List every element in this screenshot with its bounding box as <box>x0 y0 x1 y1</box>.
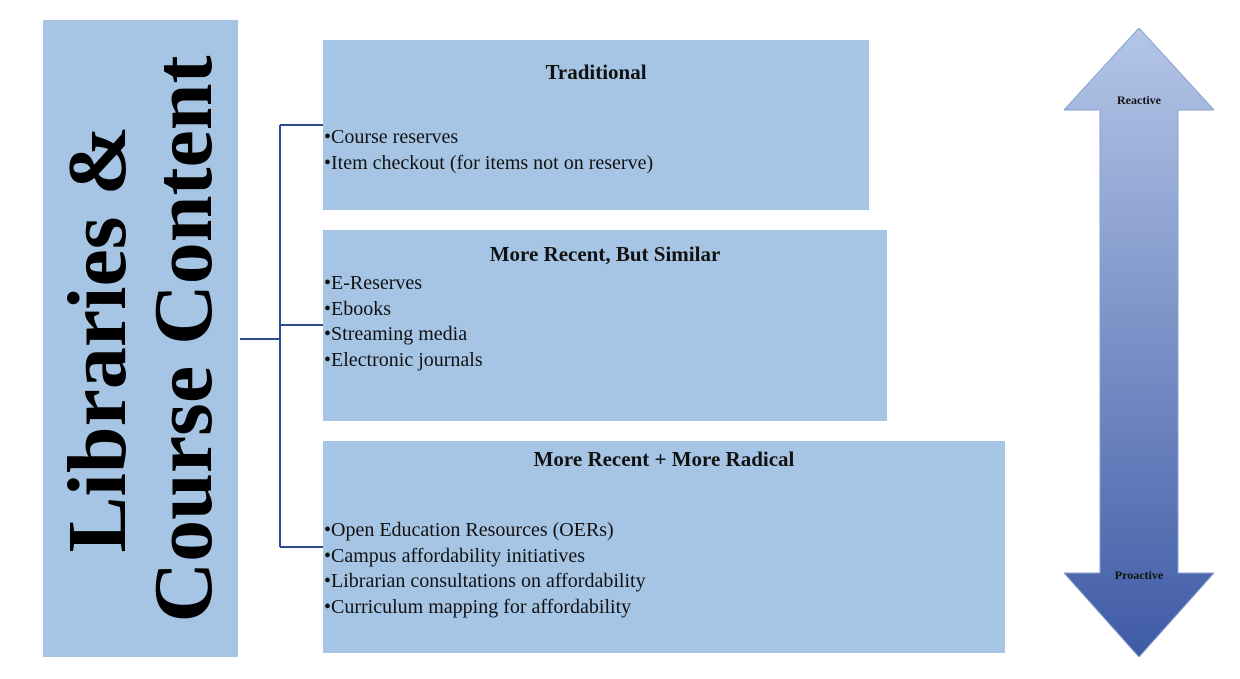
category-box-similar <box>323 230 887 421</box>
side-title <box>50 55 230 622</box>
side-title-line-1: Libraries & <box>50 125 144 552</box>
list-item: • Course reserves <box>324 125 869 151</box>
category-item-list <box>323 125 869 176</box>
side-title-line-2: Course Content <box>136 55 230 622</box>
list-item: • Open Education Resources (OERs) <box>324 518 1005 544</box>
arrow-label-top: Reactive <box>1117 93 1161 107</box>
list-item: • Item checkout (for items not on reserve) <box>324 151 869 177</box>
category-box-radical <box>323 441 1005 653</box>
list-item: • E-Reserves <box>324 271 887 297</box>
side-title-box <box>43 20 238 657</box>
category-item-list <box>323 518 1005 620</box>
list-item: • Curriculum mapping for affordability <box>324 595 1005 621</box>
double-arrow-icon <box>1064 28 1214 657</box>
category-box-traditional <box>323 40 869 210</box>
list-item: • Campus affordability initiatives <box>324 544 1005 570</box>
list-item: • Librarian consultations on affordability <box>324 569 1005 595</box>
category-title: More Recent, But Similar <box>489 242 721 266</box>
list-item: • Electronic journals <box>324 348 887 374</box>
category-title: More Recent + More Radical <box>533 447 795 471</box>
category-title: Traditional <box>545 60 647 84</box>
arrow-label-bottom: Proactive <box>1114 568 1164 582</box>
list-item: • Streaming media <box>324 322 887 348</box>
list-item: • Ebooks <box>324 297 887 323</box>
arrow-shape <box>1064 28 1214 657</box>
category-item-list <box>323 271 887 373</box>
